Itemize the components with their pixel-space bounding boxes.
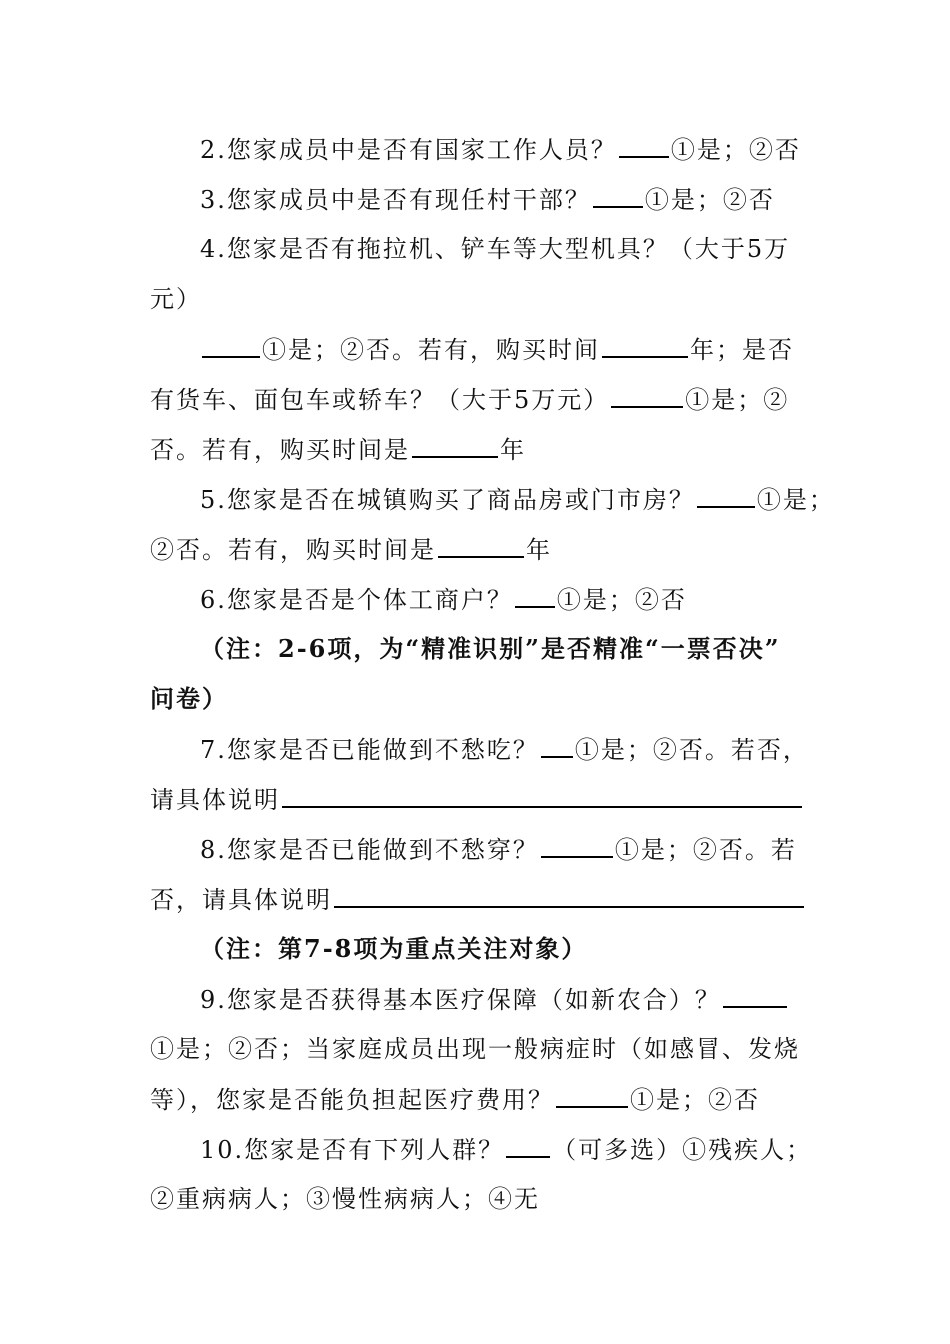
note-text: （注：第7-8项为重点关注对象）: [200, 934, 588, 963]
question-6: [200, 584, 687, 615]
question-7: [200, 734, 809, 765]
question-10-continued: [150, 1184, 540, 1214]
question-8: [200, 834, 797, 865]
question-text: ①是；②否；当家庭成员出现一般病症时（如感冒、发烧: [150, 1035, 800, 1063]
question-text: 7.您家是否已能做到不愁吃？: [200, 736, 539, 764]
year-blank[interactable]: [602, 334, 688, 358]
answer-options: ①是；②否: [630, 1086, 760, 1114]
question-8-explain: [150, 884, 806, 915]
question-text: 元）: [150, 285, 202, 313]
answer-options: ①是；②否。若: [614, 836, 797, 864]
question-5-continued: [150, 534, 552, 565]
question-text: 等），您家是否能负担起医疗费用？: [150, 1086, 554, 1114]
question-4: [200, 234, 790, 264]
question-3: [200, 184, 775, 215]
question-text: 年；是否: [690, 336, 794, 364]
question-4-vehicles: [150, 384, 789, 415]
question-text: 8.您家是否已能做到不愁穿？: [200, 836, 539, 864]
answer-blank[interactable]: [723, 984, 787, 1008]
answer-blank[interactable]: [593, 184, 643, 208]
question-10: [200, 1134, 812, 1165]
answer-options: ②重病病人；③慢性病病人；④无: [150, 1185, 540, 1213]
question-text: 10.您家是否有下列人群？: [200, 1136, 505, 1164]
explanation-blank[interactable]: [334, 884, 804, 908]
question-5: [200, 484, 835, 515]
answer-blank[interactable]: [202, 334, 260, 358]
question-text: 有货车、面包车或轿车？（大于5万元）: [150, 386, 610, 414]
question-text: 9.您家是否获得基本医疗保障（如新农合）？: [200, 986, 721, 1014]
question-text: 3.您家成员中是否有现任村干部？: [200, 186, 591, 214]
answer-blank[interactable]: [541, 734, 573, 758]
question-2: [200, 134, 801, 165]
answer-options: （可多选）①残疾人；: [552, 1136, 813, 1164]
question-9-continued: [150, 1034, 800, 1064]
question-4-vehicles-time: [150, 434, 526, 465]
answer-blank[interactable]: [506, 1134, 550, 1158]
question-9: [200, 984, 789, 1015]
question-text: ②否。若有，购买时间是: [150, 536, 436, 564]
year-blank[interactable]: [412, 434, 498, 458]
prompt-text: 否，请具体说明: [150, 886, 332, 914]
question-text: 6.您家是否是个体工商户？: [200, 586, 513, 614]
note-7-8: [200, 934, 587, 964]
question-7-explain: [150, 784, 804, 815]
unit-text: 年: [526, 536, 552, 564]
prompt-text: 请具体说明: [150, 786, 280, 814]
note-text: 问卷）: [150, 684, 228, 713]
unit-text: 年: [500, 436, 526, 464]
answer-options: ①是；②否: [556, 586, 687, 614]
explanation-blank[interactable]: [282, 784, 802, 808]
answer-options: ①是；②否。若否，: [574, 736, 809, 764]
answer-options: ①是；②: [685, 386, 790, 414]
year-blank[interactable]: [438, 534, 524, 558]
note-2-6: [200, 634, 781, 664]
answer-options: ①是；: [756, 486, 835, 514]
answer-blank[interactable]: [697, 484, 755, 508]
answer-options: ①是；②否。若有，购买时间: [262, 336, 600, 364]
answer-options: ①是；②否: [670, 136, 801, 164]
answer-blank[interactable]: [541, 834, 613, 858]
answer-blank[interactable]: [515, 584, 555, 608]
question-text: 4.您家是否有拖拉机、铲车等大型机具？（大于5万: [200, 235, 791, 263]
question-text: 否。若有，购买时间是: [150, 436, 410, 464]
question-4-options: [200, 334, 794, 365]
answer-blank[interactable]: [611, 384, 683, 408]
note-text: （注：2-6项，为“精准识别”是否精准“一票否决”: [200, 634, 781, 663]
answer-blank[interactable]: [619, 134, 669, 158]
question-text: 5.您家是否在城镇购买了商品房或门市房？: [200, 486, 695, 514]
answer-options: ①是；②否: [644, 186, 775, 214]
note-2-6-continued: [150, 684, 228, 714]
question-4-continued: [150, 284, 202, 314]
question-9-cost: [150, 1084, 760, 1115]
answer-blank[interactable]: [556, 1084, 628, 1108]
question-text: 2.您家成员中是否有国家工作人员？: [200, 136, 617, 164]
